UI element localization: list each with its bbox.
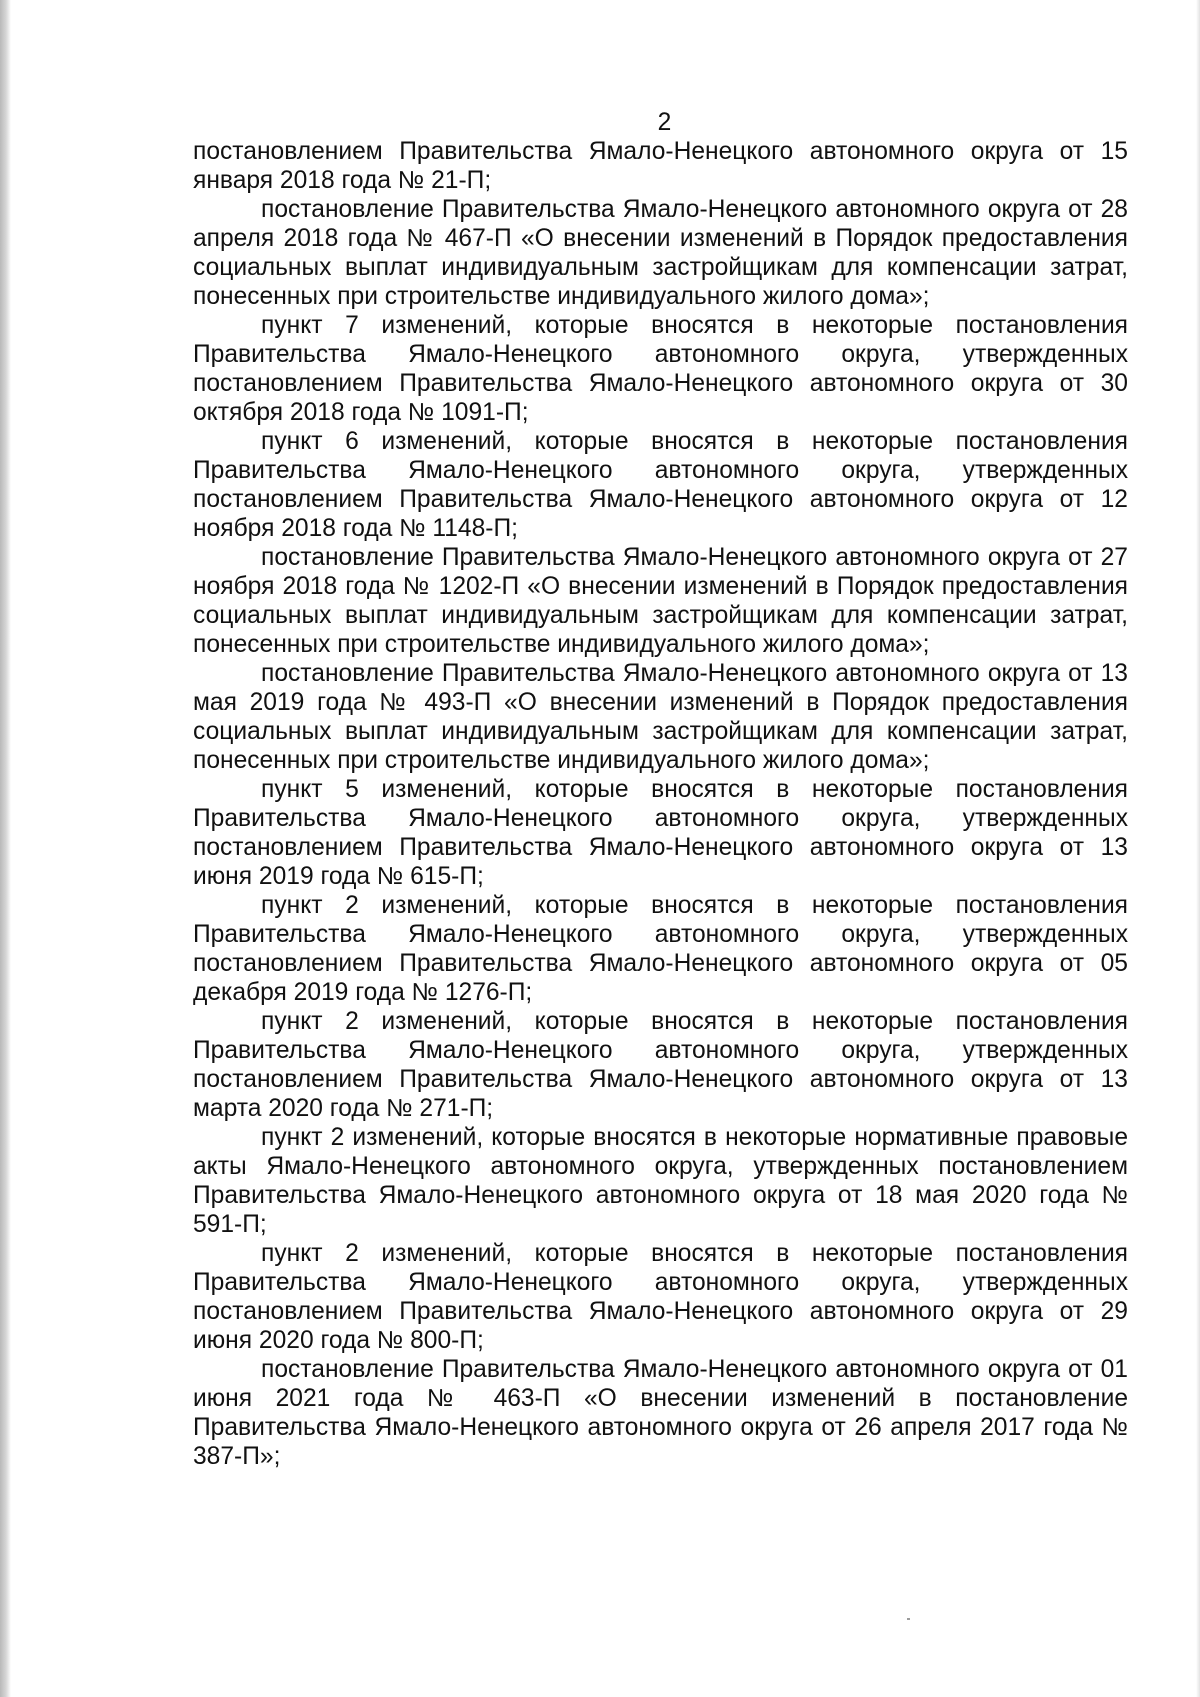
paragraph-2: постановление Правительства Ямало-Ненецкого автономного округа от 28 апреля 2018 года № 467-П «О внесении изменений в Порядок предоставления социальных выплат индивидуальным застройщикам для компенсации затрат, понесенных при строительстве индивидуального жилого дома»; — [193, 196, 1128, 310]
paragraph-4: пункт 6 изменений, которые вносятся в некоторые постановления Правительства Ямало-Ненецкого автономного округа, утвержденных постановлением Правительства Ямало-Ненецкого автономного округа от 12 ноября 2018 года № 1148-П; — [193, 428, 1128, 542]
paragraph-5: постановление Правительства Ямало-Ненецкого автономного округа от 27 ноября 2018 года № 1202-П «О внесении изменений в Порядок предоставления социальных выплат индивидуальным застройщикам для компенсации затрат, понесенных при строительстве индивидуального жилого дома»; — [193, 544, 1128, 658]
paragraph-12: постановление Правительства Ямало-Ненецкого автономного округа от 01 июня 2021 года № 463-П «О внесении изменений в постановление Правительства Ямало-Ненецкого автономного округа от 26 апреля 2017 года № 387-П»; — [193, 1356, 1128, 1470]
scan-shadow-left — [0, 0, 11, 1697]
scan-speck — [907, 1618, 910, 1620]
paragraph-11: пункт 2 изменений, которые вносятся в некоторые постановления Правительства Ямало-Ненецкого автономного округа, утвержденных постановлением Правительства Ямало-Ненецкого автономного округа от 29 июня 2020 года № 800-П; — [193, 1240, 1128, 1354]
scan-shadow-right — [1196, 0, 1200, 1697]
paragraph-8: пункт 2 изменений, которые вносятся в некоторые постановления Правительства Ямало-Ненецкого автономного округа, утвержденных постановлением Правительства Ямало-Ненецкого автономного округа от 05 декабря 2019 года № 1276-П; — [193, 892, 1128, 1006]
paragraph-9: пункт 2 изменений, которые вносятся в некоторые постановления Правительства Ямало-Ненецкого автономного округа, утвержденных постановлением Правительства Ямало-Ненецкого автономного округа от 13 марта 2020 года № 271-П; — [193, 1008, 1128, 1122]
paragraph-7: пункт 5 изменений, которые вносятся в некоторые постановления Правительства Ямало-Ненецкого автономного округа, утвержденных постановлением Правительства Ямало-Ненецкого автономного округа от 13 июня 2019 года № 615-П; — [193, 776, 1128, 890]
page-number: 2 — [657, 109, 672, 136]
paragraph-10: пункт 2 изменений, которые вносятся в некоторые нормативные правовые акты Ямало-Ненецкого автономного округа, утвержденных постановлением Правительства Ямало-Ненецкого автономного округа от 18 мая 2020 года № 591-П; — [193, 1124, 1128, 1238]
paragraph-3: пункт 7 изменений, которые вносятся в некоторые постановления Правительства Ямало-Ненецкого автономного округа, утвержденных постановлением Правительства Ямало-Ненецкого автономного округа от 30 октября 2018 года № 1091-П; — [193, 312, 1128, 426]
paragraph-1: постановлением Правительства Ямало-Ненецкого автономного округа от 15 января 2018 года № 21-П; — [193, 138, 1128, 194]
paragraph-6: постановление Правительства Ямало-Ненецкого автономного округа от 13 мая 2019 года № 493-П «О внесении изменений в Порядок предоставления социальных выплат индивидуальным застройщикам для компенсации затрат, понесенных при строительстве индивидуального жилого дома»; — [193, 660, 1128, 774]
document-page — [193, 108, 1128, 1471]
